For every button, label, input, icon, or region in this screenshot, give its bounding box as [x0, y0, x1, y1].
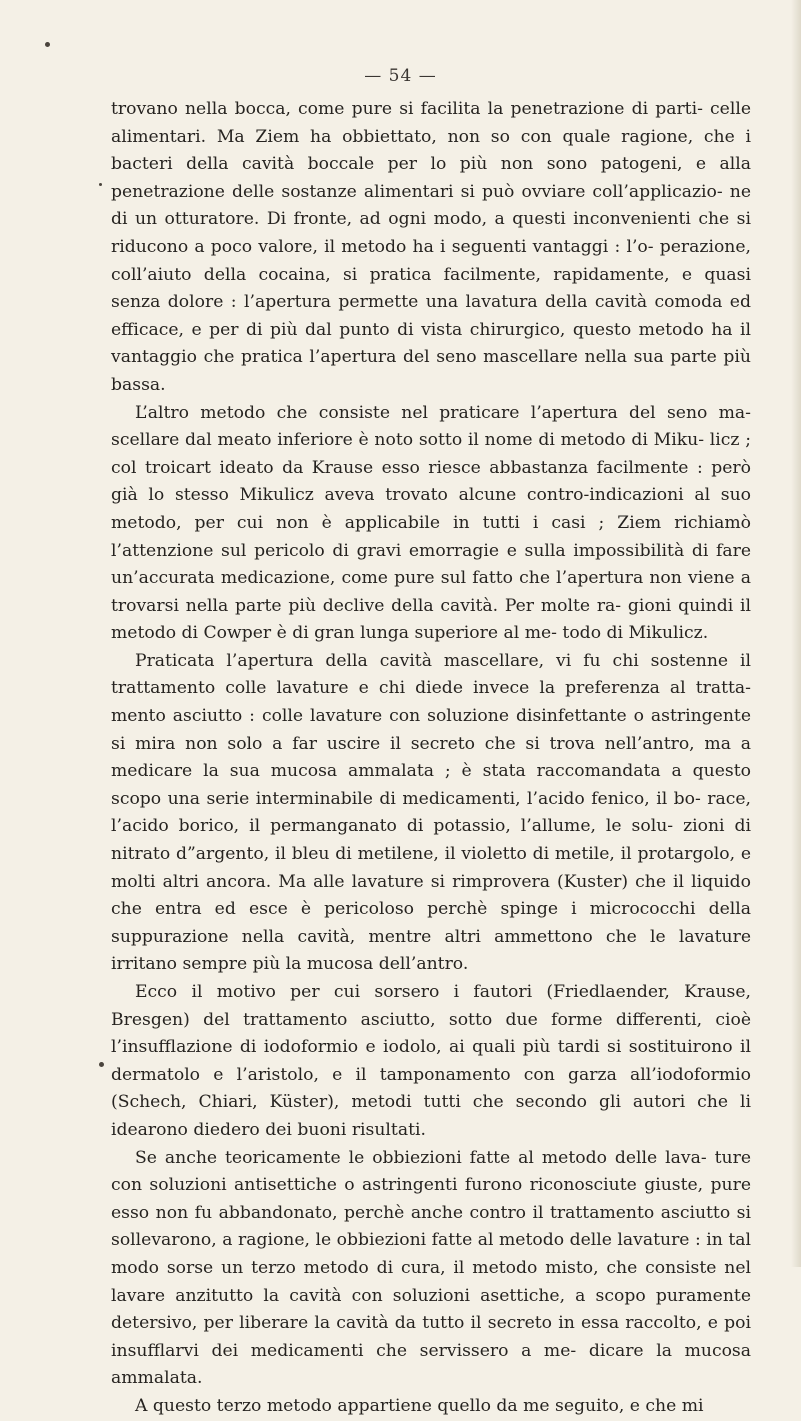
paragraph-washing-treatment: Praticata l’apertura della cavità mascellare, vi fu chi sostenne il trattamento colle lavature e chi diede invece la preferenza al tratta- mento asciutto : colle lavature con soluzione disinfettante o astringente si mira non solo a far uscire il secreto che si trova nell’antro, ma a medicare la sua mucosa ammalata ; è stata raccomandata a questo scopo una serie interminabile di medicamenti, l’acido fenico, il bo- race, l’acido borico, il permanganato di potassio, l’allume, le solu- zioni di nitrato d”argento, il bleu di metilene, il violetto di metile, il protargolo, e molti altri ancora. Ma alle lavature si rimprovera (Kuster) che il liquido che entra ed esce è pericoloso perchè spinge i micrococchi della suppurazione nella cavità, mentre altri ammettono che le lavature irritano sempre più la mucosa dell’antro.	[111, 650, 751, 975]
ink-spot-bottom	[99, 1062, 104, 1067]
page-edge-shadow	[791, 0, 801, 1267]
paragraph-dry-treatment: Ecco il motivo per cui sorsero i fautori (Friedlaender, Krause, Bresgen) del trattamento asciutto, sotto due forme differenti, cioè l’insufflazione di iodoformio e iodolo, ai quali più tardi si sostituirono il dermatolo e l’aristolo, e il tamponamento con garza all’iodoformio (Schech, Chiari, Küster), metodi tutti che secondo gli autori che li idearono diedero dei buoni risultati.	[111, 982, 751, 1140]
body-text	[111, 96, 751, 1421]
paragraph-continuation: trovano nella bocca, come pure si facilita la penetrazione di parti- celle alimentari. Ma Ziem ha obbiettato, non so con quale ragione, che i bacteri della cavità boccale per lo più non sono patogeni, e alla penetrazione delle sostanze alimentari si può ovviare coll’applicazio- ne di un otturatore. Di fronte, ad ogni modo, a questi inconvenienti che si riducono a poco valore, il metodo ha i seguenti vantaggi : l’o- perazione, coll’aiuto della cocaina, si pratica facilmente, rapidamente, e quasi senza dolore : l’apertura permette una lavatura della cavità comoda ed efficace, e per di più dal punto di vista chirurgico, questo metodo ha il vantaggio che pratica l’apertura del seno mascellare nella sua parte più bassa.	[111, 99, 751, 395]
paragraph-mixed-method: Se anche teoricamente le obbiezioni fatte al metodo delle lava- ture con soluzioni antisettiche o astringenti furono riconosciute giuste, pure esso non fu abbandonato, perchè anche contro il trattamento asciutto si sollevarono, a ragione, le obbiezioni fatte al metodo delle lavature : in tal modo sorse un terzo metodo di cura, il metodo misto, che consiste nel lavare anzitutto la cavità con soluzioni asettiche, a scopo puramente detersivo, per liberare la cavità da tutto il secreto in essa raccolto, e poi insufflarvi dei medicamenti che servissero a me- dicare la mucosa ammalata.	[111, 1147, 751, 1389]
ink-spot-top-left	[45, 42, 50, 47]
ink-spot-margin	[99, 183, 102, 186]
paragraph-mikulicz-method: L’altro metodo che consiste nel praticare l’apertura del seno ma- scellare dal meato inferiore è noto sotto il nome di metodo di Miku- licz ; col troicart ideato da Krause esso riesce abbastanza facilmente : però già lo stesso Mikulicz aveva trovato alcune contro-indicazioni al suo metodo, per cui non è applicabile in tutti i casi ; Ziem richiamò l’attenzione sul pericolo di gravi emorragie e sulla impossibilità di fare un’accurata medicazione, come pure sul fatto che l’apertura non viene a trovarsi nella parte più declive della cavità. Per molte ra- gioni quindi il metodo di Cowper è di gran lunga superiore al me- todo di Mikulicz.	[111, 402, 751, 644]
paragraph-final-line: A questo terzo metodo appartiene quello da me seguito, e che mi	[135, 1395, 704, 1416]
page-number: — 54 —	[364, 66, 437, 86]
